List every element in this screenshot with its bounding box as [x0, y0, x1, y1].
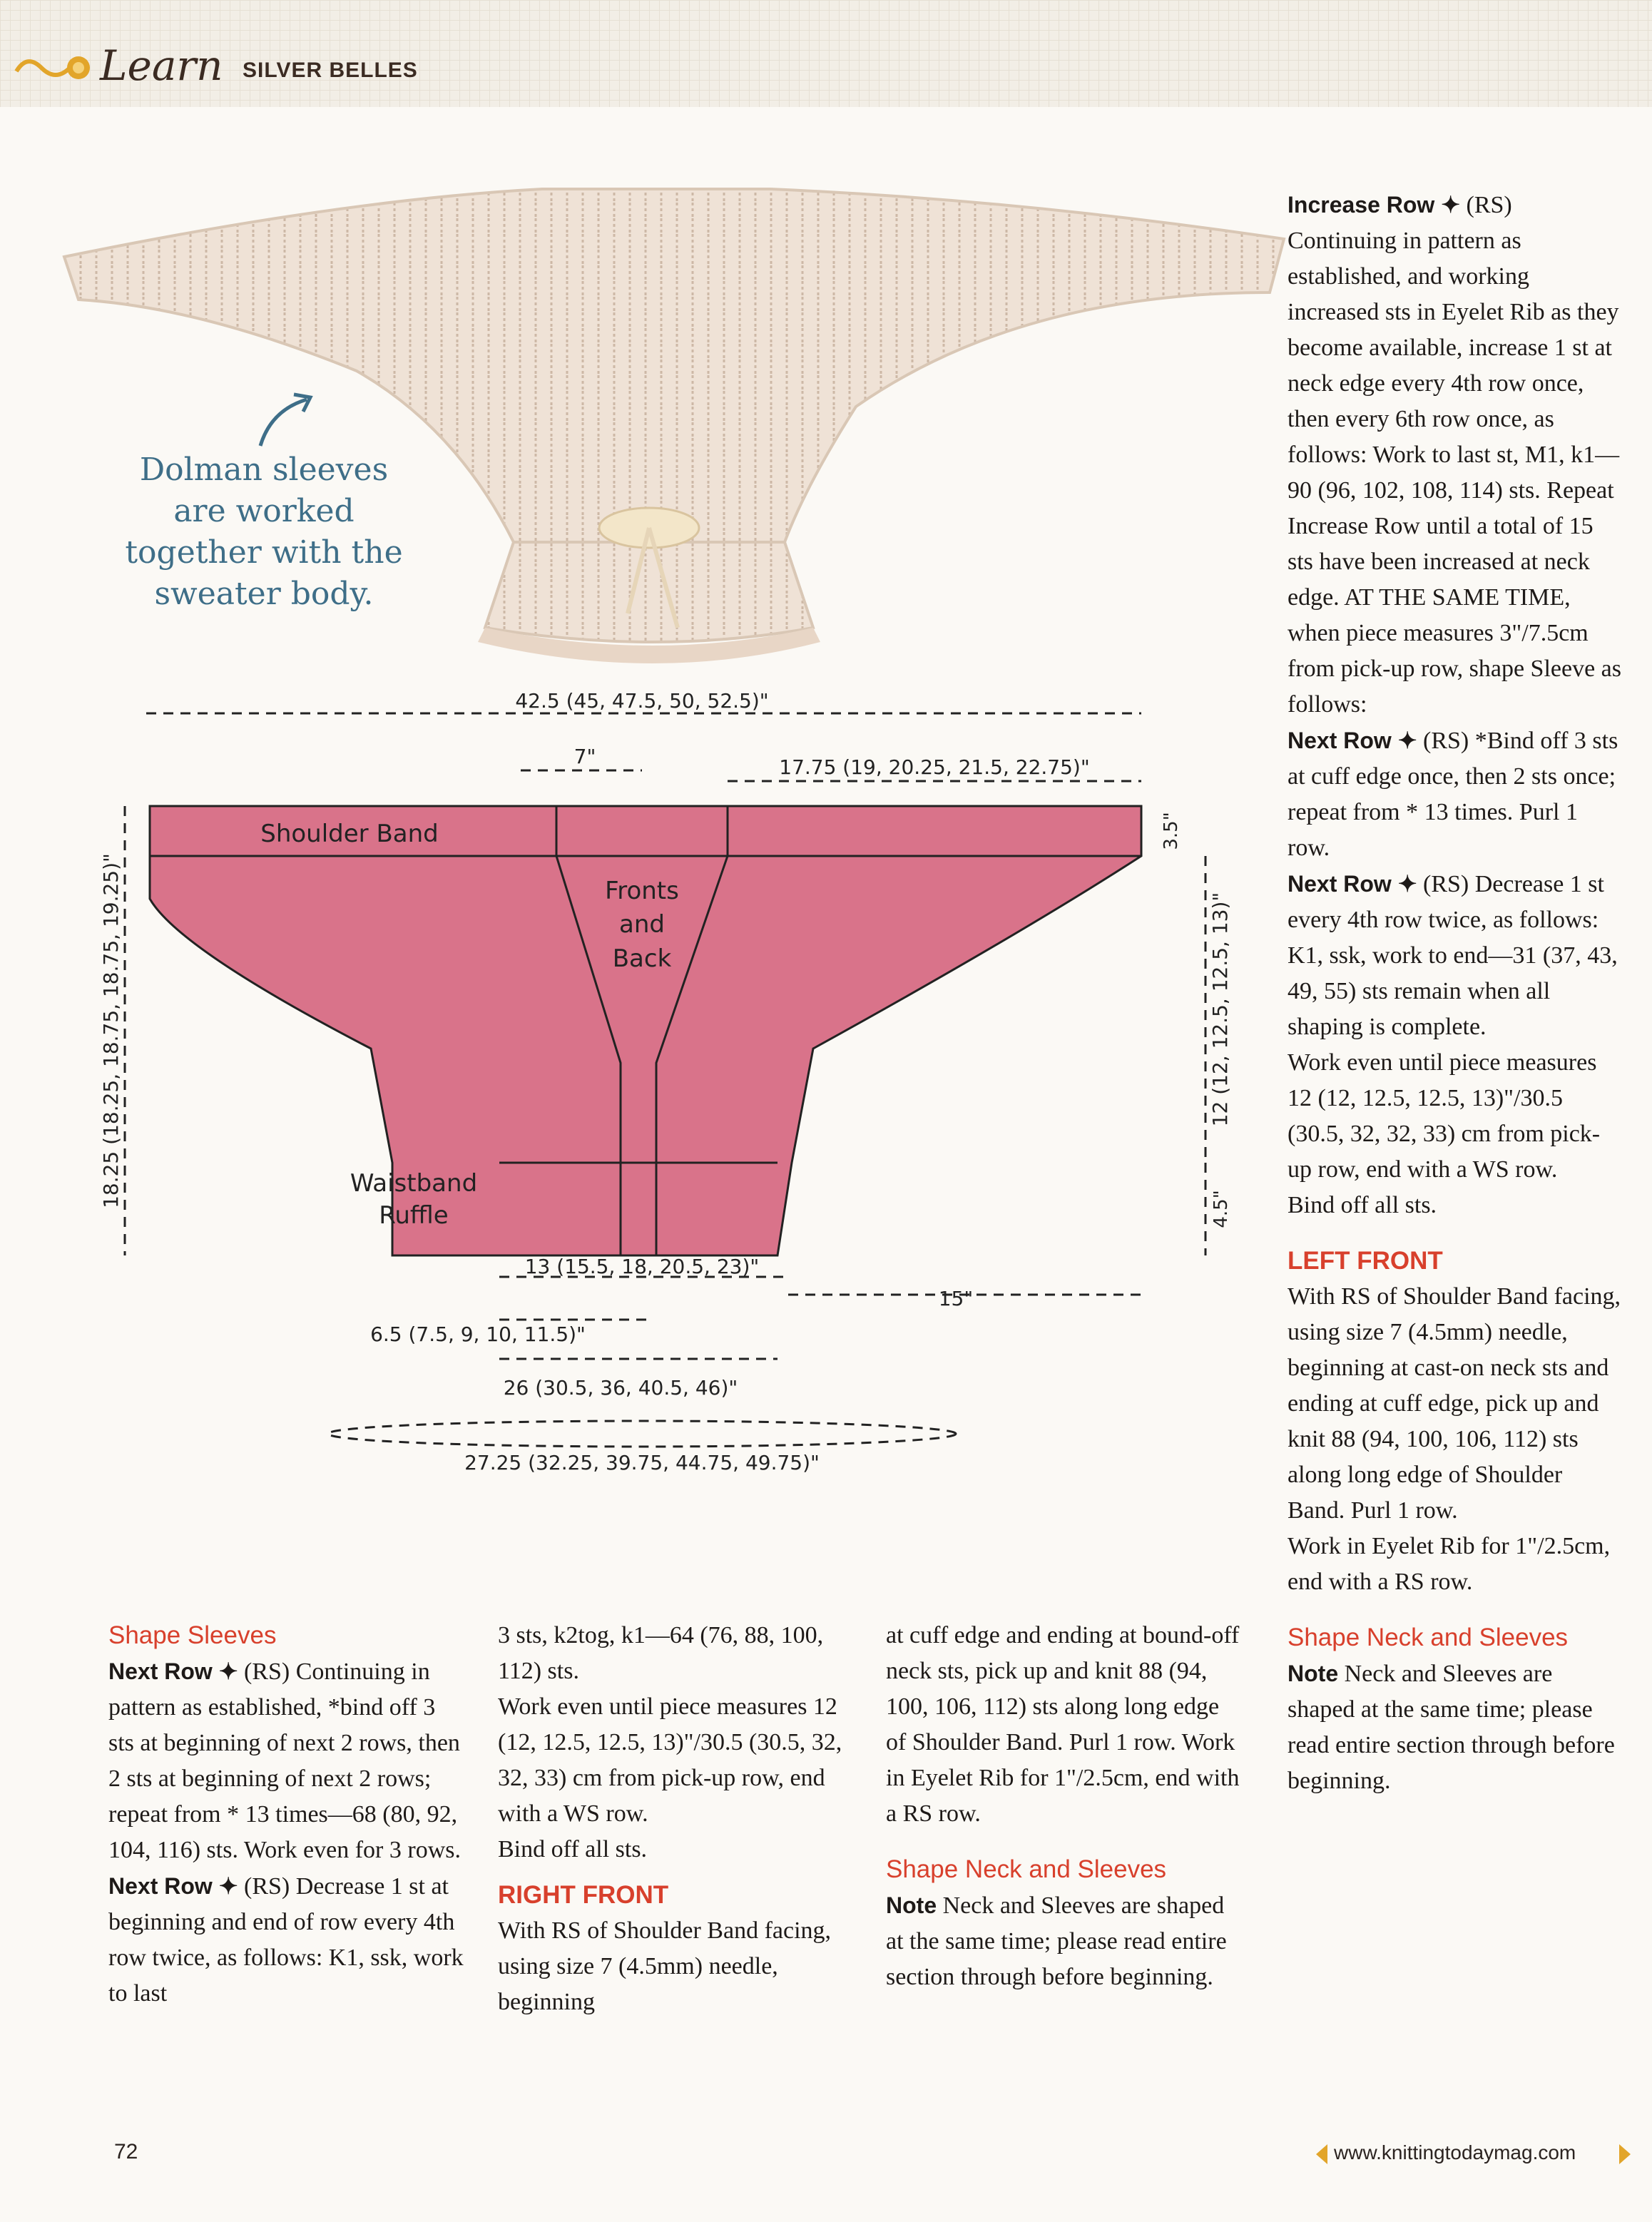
- schematic-shape: [150, 806, 1141, 1255]
- section-heading: Shape Sleeves: [108, 1621, 277, 1649]
- photo-callout: [114, 449, 414, 615]
- label-shoulder-band: Shoulder Band: [260, 820, 439, 848]
- bold-label: Note: [1288, 1661, 1339, 1686]
- callout-line: sweater body.: [154, 576, 374, 612]
- bold-label: Next Row ✦: [108, 1658, 238, 1684]
- paragraph: [886, 1887, 1243, 1995]
- right-flag-icon: [1619, 2144, 1631, 2164]
- bold-label: Increase Row ✦: [1288, 192, 1461, 218]
- dim-total: 42.5 (45, 47.5, 50, 52.5)": [515, 692, 769, 713]
- dim-ruffle-circ: 27.25 (32.25, 39.75, 44.75, 49.75)": [464, 1451, 820, 1474]
- dim-left-height: 18.25 (18.25, 18.75, 18.75, 19.25)": [99, 853, 123, 1208]
- paragraph: Bind off all sts.: [1288, 1192, 1437, 1218]
- paragraph: [1288, 866, 1623, 1045]
- section-logo-learn: Learn: [100, 41, 223, 90]
- section-heading: RIGHT FRONT: [498, 1881, 669, 1909]
- section-heading: LEFT FRONT: [1288, 1247, 1443, 1275]
- paragraph: [1288, 187, 1623, 723]
- paragraph-text: Neck and Sleeves are shaped at the same time; please read entire section through before beginning.: [1288, 1661, 1615, 1794]
- paragraph-text: (RS) Decrease 1 st at beginning and end of row every 4th row twice, as follows: K1, ssk, work to last: [108, 1873, 464, 2007]
- callout-line: together with the: [125, 534, 403, 571]
- paragraph-text: Neck and Sleeves are shaped at the same time; please read entire section through before beginning.: [886, 1892, 1227, 1990]
- bold-label: Next Row ✦: [108, 1873, 238, 1899]
- dim-waist2: 26 (30.5, 36, 40.5, 46)": [503, 1376, 738, 1400]
- paragraph: [1288, 723, 1623, 866]
- dim-front: 6.5 (7.5, 9, 10, 11.5)": [370, 1323, 586, 1346]
- paragraph: [108, 1868, 465, 2012]
- paragraph: Work in Eyelet Rib for 1"/2.5cm, end with a RS row.: [1288, 1533, 1611, 1595]
- label-back: Back: [612, 944, 672, 973]
- text-column-1: [108, 1618, 465, 2012]
- dim-band-height: 3.5": [1161, 812, 1182, 850]
- page-header: [0, 0, 1652, 107]
- paragraph-text: (RS) Decrease 1 st every 4th row twice, as follows: K1, ssk, work to end—31 (37, 43, 49, 55) sts remain when all shaping is complete.: [1288, 871, 1618, 1040]
- garment-photo: [57, 171, 1291, 713]
- text-column-4: [1288, 187, 1623, 1799]
- dim-hem: 15": [938, 1287, 974, 1310]
- callout-arrow-icon: [250, 389, 321, 453]
- paragraph: Bind off all sts.: [498, 1836, 648, 1862]
- label-fronts: Fronts: [605, 877, 679, 905]
- bold-label: Next Row ✦: [1288, 728, 1417, 753]
- bold-label: Next Row ✦: [1288, 871, 1417, 897]
- dim-neck: 7": [573, 745, 596, 768]
- label-ruffle: Ruffle: [379, 1201, 449, 1230]
- text-column-3: [886, 1618, 1243, 1995]
- dim-right-height: 12 (12, 12.5, 12.5, 13)": [1208, 892, 1232, 1127]
- bold-label: Note: [886, 1892, 937, 1918]
- yarn-logo-icon: [13, 50, 113, 86]
- paragraph: at cuff edge and ending at bound-off neck sts, pick up and knit 88 (94, 100, 106, 112) sts along long edge of Shoulder Band. Purl 1 row. Work in Eyelet Rib for 1"/2.5cm, end with a RS row.: [886, 1622, 1240, 1827]
- section-title: SILVER BELLES: [243, 58, 418, 82]
- paragraph-text: (RS) Continuing in pattern as established, and working increased sts in Eyelet Rib as they become available, increase 1 st at neck edge every 4th row once, then every 6th row once, as follows: Work to last st, M1, k1—90 (96, 102, 108, 114) sts. Repeat Increase Row until a total of 15 sts have been increased at neck edge. AT THE SAME TIME, when piece measures 3"/7.5cm from pick-up row, shape Sleeve as follows:: [1288, 192, 1621, 718]
- label-waistband: Waistband: [350, 1169, 478, 1198]
- paragraph: [1288, 1656, 1623, 1799]
- dim-sleeve: 17.75 (19, 20.25, 21.5, 22.75)": [779, 755, 1090, 779]
- section-heading: Shape Neck and Sleeves: [1288, 1624, 1569, 1651]
- text-column-2: [498, 1618, 847, 2020]
- paragraph-text: (RS) Continuing in pattern as established, *bind off 3 sts at beginning of next 2 rows, then 2 sts at beginning of next 2 rows; repeat from * 13 times—68 (80, 92, 104, 116) sts. Work even for 3 rows.: [108, 1658, 461, 1863]
- dim-waist: 13 (15.5, 18, 20.5, 23)": [524, 1255, 760, 1278]
- paragraph: Work even until piece measures 12 (12, 12.5, 12.5, 13)"/30.5 (30.5, 32, 32, 33) cm from pick-up row, end with a WS row.: [1288, 1049, 1601, 1183]
- paragraph: 3 sts, k2tog, k1—64 (76, 88, 100, 112) sts.: [498, 1622, 824, 1684]
- paragraph-text: (RS) *Bind off 3 sts at cuff edge once, then 2 sts once; repeat from * 13 times. Purl 1 row.: [1288, 728, 1618, 861]
- paragraph: With RS of Shoulder Band facing, using size 7 (4.5mm) needle, beginning at cast-on neck sts and ending at cuff edge, pick up and knit 88 (94, 100, 106, 112) sts along long edge of Shoulder Band. Purl 1 row.: [1288, 1283, 1621, 1524]
- left-flag-icon: [1316, 2144, 1327, 2164]
- sweater-schematic: [93, 692, 1248, 1534]
- paragraph: [108, 1653, 465, 1868]
- label-and: and: [619, 910, 665, 939]
- paragraph: Work even until piece measures 12 (12, 12.5, 12.5, 13)"/30.5 (30.5, 32, 32, 33) cm from pick-up row, end with a WS row.: [498, 1693, 842, 1827]
- callout-line: Dolman sleeves: [139, 452, 389, 488]
- dim-ruffle-height: 4.5": [1210, 1190, 1232, 1228]
- footer-url: www.knittingtodaymag.com: [1334, 2141, 1576, 2164]
- section-heading: Shape Neck and Sleeves: [886, 1855, 1167, 1883]
- page-number: 72: [114, 2140, 138, 2164]
- callout-line: are worked: [173, 493, 355, 529]
- paragraph: With RS of Shoulder Band facing, using size 7 (4.5mm) needle, beginning: [498, 1917, 832, 2015]
